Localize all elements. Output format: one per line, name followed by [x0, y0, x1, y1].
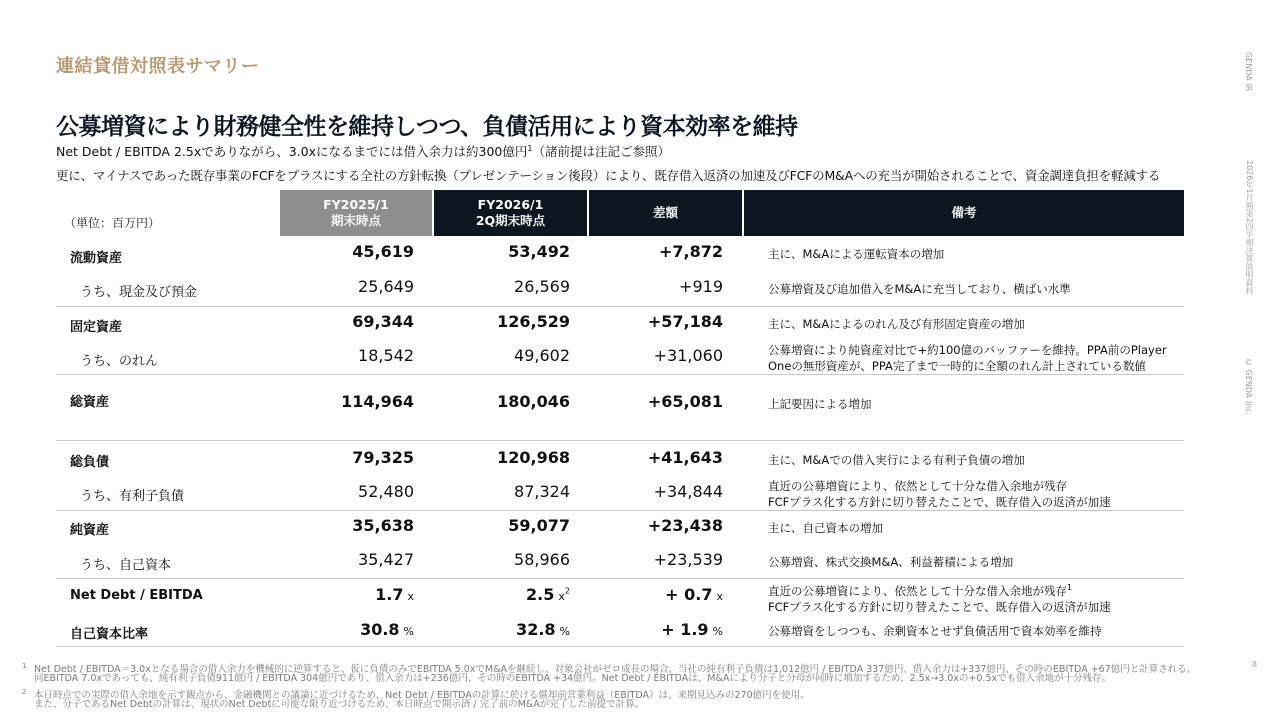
header-remarks: 備考: [744, 190, 1184, 236]
value-fy2026: [434, 620, 570, 639]
header-fy2026: [434, 190, 587, 236]
value-fy2025: [280, 585, 414, 604]
value-fy2026: 53,492: [508, 242, 570, 261]
row-label-total-liabilities: 総負債: [70, 455, 110, 470]
value-fy2025-number: 1.7: [375, 585, 404, 604]
side-label-doc: 2026年1月期第2四半期決算説明資料: [1245, 160, 1254, 295]
value-fy2026-number: 32.8: [516, 620, 556, 639]
subtitle-net-debt-suffix: （諸前提は注記ご参照）: [532, 144, 670, 159]
unit-label: （単位：百万円）: [64, 216, 161, 230]
value-fy2026: 126,529: [497, 312, 570, 331]
header-fy2025-line2: 期末時点: [330, 213, 381, 228]
remark: 主に、M&Aによる運転資本の増加: [768, 247, 945, 261]
header-fy2026-line2: 2Q期末時点: [475, 213, 546, 228]
value-fy2026: [434, 585, 570, 604]
footnote-1-line2: [22, 673, 1111, 685]
header-fy2025: [280, 190, 432, 236]
value-diff: [589, 620, 723, 639]
value-fy2025: 35,638: [352, 516, 414, 535]
section-title: 連結貸借対照表サマリー: [56, 56, 260, 77]
value-fy2026: 49,602: [514, 346, 570, 365]
side-label-ir: GENDA IR: [1244, 52, 1253, 92]
row-label-cash: うち、現金及び預金: [80, 285, 198, 300]
unit-percent: %: [559, 625, 570, 638]
value-fy2026: 87,324: [514, 482, 570, 501]
value-fy2026: 180,046: [497, 392, 570, 411]
remark: 上記要因による増加: [768, 397, 872, 411]
remark-line2: FCFプラス化する方針に切り替えたことで、既存借入の返済が加速: [768, 495, 1111, 509]
value-diff: +34,844: [653, 482, 723, 501]
value-diff: +41,643: [647, 448, 723, 467]
row-label-total-assets: 総資産: [70, 395, 110, 410]
footnote-2-line2: [22, 699, 644, 711]
value-fy2025: 52,480: [358, 482, 414, 501]
page-headline: 公募増資により財務健全性を維持しつつ、負債活用により資本効率を維持: [56, 114, 798, 140]
subtitle-net-debt: [56, 142, 670, 160]
row-label-equity: うち、自己資本: [80, 558, 172, 573]
remark-line2: FCFプラス化する方針に切り替えたことで、既存借入の返済が加速: [768, 599, 1111, 614]
header-diff: 差額: [589, 190, 742, 236]
footnote-text: Net Debt / EBITDA＝3.0xとなる場合の借入余力を機械的に逆算すると、仮に負債のみでEBITDA 5.0xでM&Aを継続し、対象会社がゼロ成長の場合、当社の純有利子負債は1,012億円 / EBITDA 337億円、借入余力は+337億円、その時のEBITDA +67億円と計算される。: [34, 664, 1197, 676]
remark-line1: 直近の公募増資により、依然として十分な借入余地が残存: [768, 479, 1067, 493]
row-divider: [56, 374, 1184, 375]
row-label-current-assets: 流動資産: [70, 251, 123, 266]
remark: 主に、M&Aでの借入実行による有利子負債の増加: [768, 453, 1025, 467]
row-label-fixed-assets: 固定資産: [70, 320, 123, 335]
unit-x: x: [558, 590, 565, 603]
remark: 主に、自己資本の増加: [768, 521, 883, 535]
row-label-goodwill: うち、のれん: [80, 354, 159, 369]
value-fy2026: 26,569: [514, 277, 570, 296]
remark: [768, 580, 1111, 615]
header-fy2025-line1: FY2025/1: [323, 197, 389, 212]
value-diff: +57,184: [647, 312, 723, 331]
unit-percent: %: [403, 625, 414, 638]
footnote-text: 同EBITDA 7.0xであっても、純有利子負債911億円 / EBITDA 304億円であり、借入余力は+236億円、その時のEBITDA +34億円。Net Debt / EBITDAは、M&Aにより分子と分母が同時に増加するため、2.5x→3.0xの+0.5xでも借入余地が十分残存。: [34, 673, 1112, 684]
remark: [768, 342, 1167, 374]
value-diff: +23,539: [653, 550, 723, 569]
remark: 公募増資、株式交換M&A、利益蓄積による増加: [768, 555, 1014, 569]
value-fy2025: 79,325: [352, 448, 414, 467]
value-diff: +7,872: [658, 242, 723, 261]
value-diff: +65,081: [647, 392, 723, 411]
value-fy2025: 45,619: [352, 242, 414, 261]
row-divider: [56, 578, 1184, 579]
value-fy2026: 59,077: [508, 516, 570, 535]
subtitle-net-debt-text: Net Debt / EBITDA 2.5xでありながら、3.0xになるまでには借入余力は約300億円: [56, 144, 528, 159]
remark: 主に、M&Aによるのれん及び有形固定資産の増加: [768, 317, 1025, 331]
value-fy2025: 18,542: [358, 346, 414, 365]
remark: 公募増資及び追加借入をM&Aに充当しており、横ばい水準: [768, 282, 1071, 296]
value-diff: +31,060: [653, 346, 723, 365]
value-diff: [589, 585, 723, 604]
value-fy2025: 69,344: [352, 312, 414, 331]
value-fy2026-number: 2.5: [526, 585, 555, 604]
value-diff-number: + 1.9: [661, 620, 709, 639]
value-diff: +919: [679, 277, 723, 296]
header-fy2026-line1: FY2026/1: [477, 197, 544, 212]
remark-line2: Oneの無形資産が、PPA完了まで一時的に全額のれん計上されている数値: [768, 359, 1146, 373]
page-number: 8: [1252, 660, 1258, 669]
value-diff: +23,438: [647, 516, 723, 535]
value-fy2025: 114,964: [341, 392, 414, 411]
value-fy2025: 35,427: [358, 550, 414, 569]
note-mark: 2: [564, 586, 570, 596]
subtitle-note-mark: 1: [527, 143, 533, 153]
row-divider: [56, 440, 1184, 441]
note-mark: 1: [1067, 583, 1073, 592]
row-divider: [56, 646, 1184, 647]
row-label-interest-bearing-debt: うち、有利子負債: [80, 489, 185, 504]
row-divider: [56, 306, 1184, 307]
value-fy2026: 120,968: [497, 448, 570, 467]
subtitle-fcf-policy: 更に、マイナスであった既存事業のFCFをプラスにする全社の方針転換（プレゼンテーション後段）により、既存借入返済の加速及びFCFのM&Aへの充当が開始されることで、資金調達負担を軽減する: [56, 168, 1161, 183]
unit-x: x: [716, 590, 723, 603]
remark-line1: 直近の公募増資により、依然として十分な借入余地が残存: [768, 583, 1067, 598]
unit-percent: %: [712, 625, 723, 638]
row-label-equity-ratio: 自己資本比率: [70, 627, 149, 642]
footnote-text: また、分子であるNet Debtの計算は、現状のNet Debtに可能な限り近づけるため、本日時点で開示済 / 完了前のM&Aが完了した前提で計算。: [34, 699, 645, 710]
row-label-net-assets: 純資産: [70, 523, 110, 538]
row-divider: [56, 510, 1184, 511]
remark: [768, 478, 1111, 510]
value-fy2025-number: 30.8: [360, 620, 400, 639]
row-label-net-debt-ebitda: Net Debt / EBITDA: [70, 588, 203, 603]
value-diff-number: + 0.7: [665, 585, 713, 604]
value-fy2025: 25,649: [358, 277, 414, 296]
side-label-copyright: © GENDA Inc.: [1244, 358, 1253, 416]
value-fy2025: [280, 620, 414, 639]
value-fy2026: 58,966: [514, 550, 570, 569]
footnote-text: 本日時点での実際の借入余地を示す観点から、金融機関との議論に近づけるため、Net Debt / EBITDAの計算に於ける償却前営業利益（EBITDA）は、来期見込みの270億円を使用。: [34, 690, 810, 702]
remark-line1: 公募増資により純資産対比で+約100億のバッファーを維持。PPA前のPlayer: [768, 343, 1167, 357]
footnote-mark: 1: [22, 662, 27, 670]
footnote-mark: 2: [22, 688, 27, 696]
unit-x: x: [407, 590, 414, 603]
remark: 公募増資をしつつも、余剰資本とせず負債活用で資本効率を維持: [768, 624, 1102, 638]
